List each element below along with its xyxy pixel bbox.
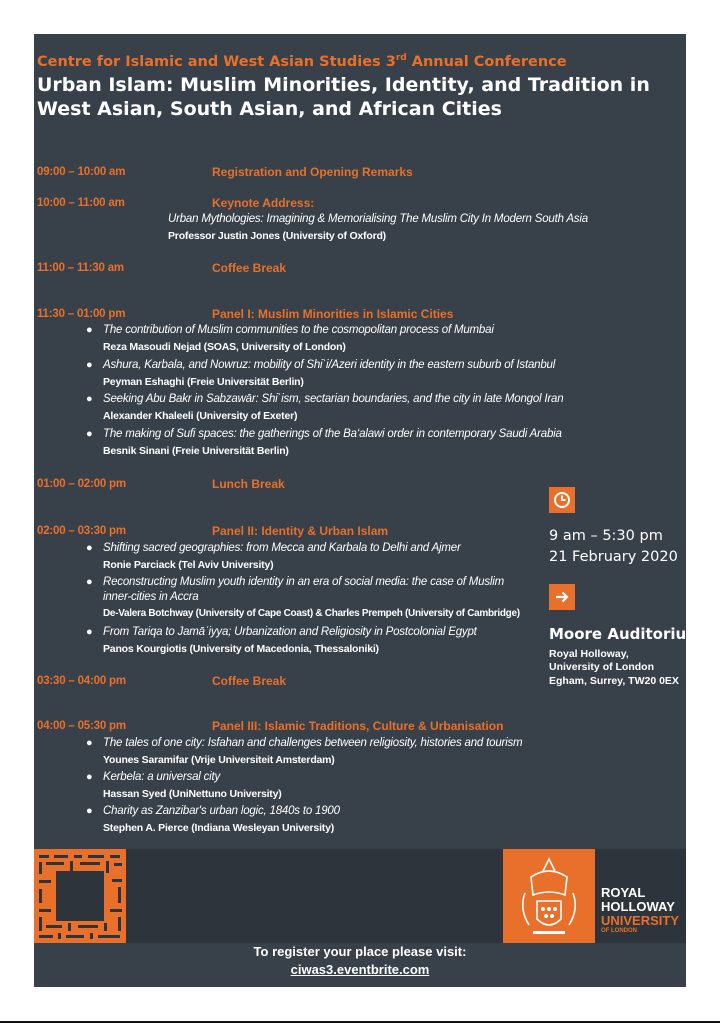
bullet-icon: ●	[86, 576, 93, 588]
talk-speaker: Younes Saramifar (Vrije Universiteit Amsterdam)	[103, 754, 335, 766]
slot-title: Coffee Break	[212, 261, 287, 275]
bullet-icon: ●	[86, 805, 93, 817]
slot-time: 09:00 – 10:00 am	[37, 166, 126, 178]
talk-title: The tales of one city: Isfahan and challenges between religiosity, histories and tourism	[103, 737, 523, 749]
conference-subtitle: Centre for Islamic and West Asian Studies 3rd Annual Conference	[37, 53, 567, 70]
venue-address-line1: Royal Holloway,	[549, 648, 629, 660]
register-link-wrap	[34, 962, 686, 977]
talk-speaker: Reza Masoudi Nejad (SOAS, University of London)	[103, 341, 346, 353]
venue-name: Moore Auditorium	[549, 625, 702, 643]
conference-title-line1: Urban Islam: Muslim Minorities, Identity, and Tradition in	[37, 74, 650, 96]
event-date: 21 February 2020	[549, 549, 678, 565]
talk-speaker: De-Valera Botchway (University of Cape Coast) & Charles Prempeh (University of Cambridge)	[103, 608, 520, 619]
slot-time: 11:30 – 01:00 pm	[37, 308, 126, 320]
slot-time: 02:00 – 03:30 pm	[37, 525, 126, 537]
footer-band	[34, 849, 686, 943]
talk-title: The contribution of Muslim communities to the cosmopolitan process of Mumbai	[103, 324, 494, 336]
bullet-icon: ●	[86, 393, 93, 405]
bullet-icon: ●	[86, 428, 93, 440]
slot-time: 04:00 – 05:30 pm	[37, 720, 126, 732]
talk-title: From Tariqa to Jamāʿiyya; Urbanization and Religiosity in Postcolonial Egypt	[103, 626, 477, 638]
talk-speaker: Peyman Eshaghi (Freie Universität Berlin)	[103, 376, 304, 388]
slot-title: Coffee Break	[212, 674, 287, 688]
talk-speaker: Alexander Khaleeli (University of Exeter)	[103, 410, 298, 422]
clock-icon	[549, 487, 575, 513]
slot-time: 01:00 – 02:00 pm	[37, 478, 126, 490]
talk-title: The making of Sufi spaces: the gatherings of the Ba‘alawi order in contemporary Saudi Arabia	[103, 428, 562, 440]
slot-title: Registration and Opening Remarks	[212, 165, 413, 179]
slot-title: Keynote Address:	[212, 196, 315, 210]
keynote-speaker: Professor Justin Jones (University of Oxford)	[168, 230, 386, 242]
slot-title: Panel III: Islamic Traditions, Culture & Urbanisation	[212, 719, 504, 733]
bullet-icon: ●	[86, 771, 93, 783]
bullet-icon: ●	[86, 542, 93, 554]
venue-address-line2: University of London	[549, 661, 654, 673]
event-time: 9 am – 5:30 pm	[549, 528, 663, 544]
register-prompt: To register your place please visit:	[253, 944, 467, 959]
talk-title: Charity as Zanzibar's urban logic, 1840s to 1900	[103, 805, 340, 817]
arrow-right-icon	[549, 584, 575, 610]
talk-speaker: Besnik Sinani (Freie Universität Berlin)	[103, 445, 289, 457]
talk-title: Seeking Abu Bakr in Sabzawār: Shi`ism, sectarian boundaries, and the city in late Mongol Iran	[103, 393, 564, 405]
conference-title-line2: West Asian, South Asian, and African Cities	[37, 98, 502, 120]
talk-speaker: Panos Kourgiotis (University of Macedonia, Thessaloniki)	[103, 643, 379, 655]
bullet-icon: ●	[86, 626, 93, 638]
bullet-icon: ●	[86, 359, 93, 371]
talk-title: Reconstructing Muslim youth identity in an era of social media: the case of Muslim	[103, 576, 504, 588]
kufic-pattern-icon	[34, 849, 126, 943]
register-link[interactable]: ciwas3.eventbrite.com	[290, 962, 430, 977]
slot-time: 03:30 – 04:00 pm	[37, 675, 126, 687]
talk-title: Ashura, Karbala, and Nowruz: mobility of Shi`i/Azeri identity in the eastern suburb of Istanbul	[103, 359, 556, 371]
talk-speaker: Hassan Syed (UniNettuno University)	[103, 788, 282, 800]
logo-text-holloway: HOLLOWAY	[601, 899, 675, 914]
slot-time: 10:00 – 11:00 am	[37, 197, 125, 209]
event-poster	[34, 34, 702, 987]
talk-title: Kerbela: a universal city	[103, 771, 221, 783]
slot-title: Panel I: Muslim Minorities in Islamic Cities	[212, 307, 454, 321]
talk-speaker: Ronie Parciack (Tel Aviv University)	[103, 559, 274, 571]
talk-speaker: Stephen A. Pierce (Indiana Wesleyan University)	[103, 822, 335, 834]
logo-text-royal: ROYAL	[601, 885, 646, 900]
logo-text-of-london: OF LONDON	[601, 928, 637, 934]
talk-title-continued: inner-cities in Accra	[103, 591, 199, 603]
slot-title: Panel II: Identity & Urban Islam	[212, 524, 389, 538]
slot-time: 11:00 – 11:30 am	[37, 262, 124, 274]
bullet-icon: ●	[86, 737, 93, 749]
talk-title: Shifting sacred geographies: from Mecca and Karbala to Delhi and Ajmer	[103, 542, 461, 554]
bullet-icon: ●	[86, 324, 93, 336]
keynote-talk: Urban Mythologies: Imagining & Memorialising The Muslim City In Modern South Asia	[168, 213, 588, 225]
logo-text-university: UNIVERSITY	[601, 913, 680, 928]
crest-icon	[503, 849, 595, 943]
slot-title: Lunch Break	[212, 477, 285, 491]
venue-address-line3: Egham, Surrey, TW20 0EX	[549, 675, 679, 687]
